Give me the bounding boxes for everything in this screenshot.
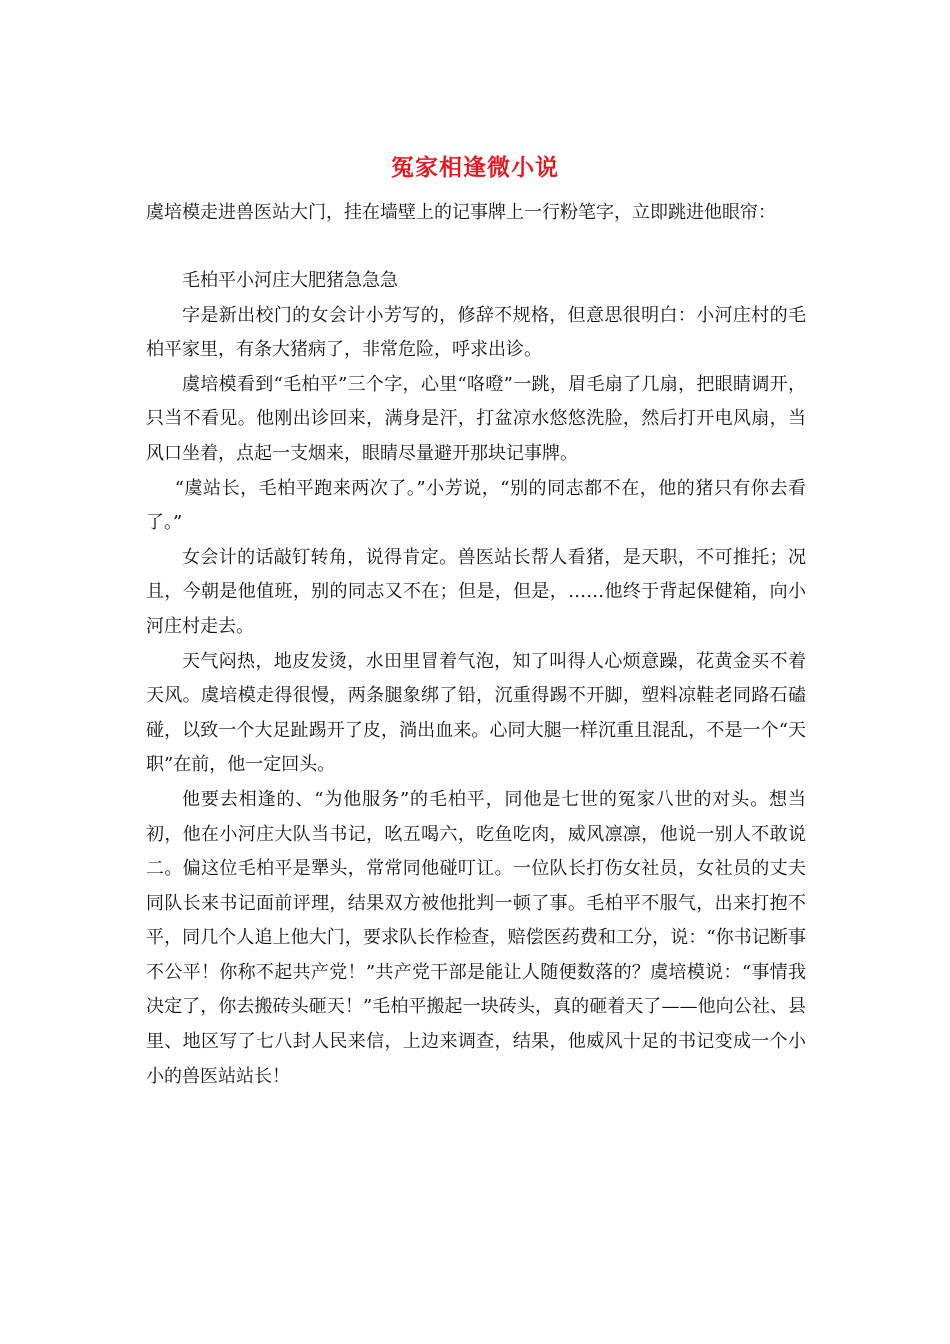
paragraph-chalk-note: 毛柏平小河庄大肥猪急急急 — [182, 270, 398, 291]
paragraph-4: 女会计的话敲钉转角，说得肯定。兽医站长帮人看猪，是天职，不可推托；况且，今朝是他值班，别的同志又不在；但是，但是，……他终于背起保健箱，向小河庄村走去。 — [146, 546, 806, 637]
document-body — [146, 264, 806, 1094]
paragraph-6: 他要去相逢的、“为他服务”的毛柏平，同他是七世的冤家八世的对头。想当初，他在小河庄大队当书记，吆五喝六，吃鱼吃肉，威风凛凛，他说一别人不敢说二。偏这位毛柏平是犟头，常常同他碰叮讧。一位队长打伤女社员，女社员的丈夫同队长来书记面前评理，结果双方被他批判一顿了事。毛柏平不服气，出来打抱不平，同几个人追上他大门，要求队长作检查，赔偿医药费和工分，说：“你书记断事不公平！你称不起共产党！”共产党干部是能让人随便数落的？虞培模说：“事情我决定了，你去搬砖头砸天！”毛柏平搬起一块砖头，真的砸着天了——他向公社、县里、地区写了七八封人民来信，上边来调查，结果，他威风十足的书记变成一个小小的兽医站站长！ — [146, 788, 806, 1087]
paragraph-1: 字是新出校门的女会计小芳写的，修辞不规格，但意思很明白：小河庄村的毛柏平家里，有条大猪病了，非常危险，呼求出诊。 — [146, 304, 806, 361]
paragraph-3: “虞站长，毛柏平跑来两次了。”小芳说，“别的同志都不在，他的猪只有你去看了。” — [146, 477, 806, 534]
paragraph-5: 天气闷热，地皮发烫，水田里冒着气泡，知了叫得人心烦意躁，花黄金买不着天风。虞培模走得很慢，两条腿象绑了铅，沉重得踢不开脚，塑料凉鞋老同路石磕碰，以致一个大足趾踢开了皮，淌出血来。心同大腿一样沉重且混乱，不是一个“天职”在前，他一定回头。 — [146, 650, 806, 776]
paragraph-2: 虞培模看到“毛柏平”三个字，心里“咯噔”一跳，眉毛扇了几扇，把眼睛调开，只当不看见。他刚出诊回来，满身是汗，打盆凉水悠悠洗脸，然后打开电风扇，当风口坐着，点起一支烟来，眼睛尽量避开那块记事牌。 — [146, 373, 806, 464]
document-title: 冤家相逢微小说 — [391, 154, 559, 181]
intro-line: 虞培模走进兽医站大门，挂在墙壁上的记事牌上一行粉笔字，立即跳进他眼帘： — [146, 202, 776, 223]
